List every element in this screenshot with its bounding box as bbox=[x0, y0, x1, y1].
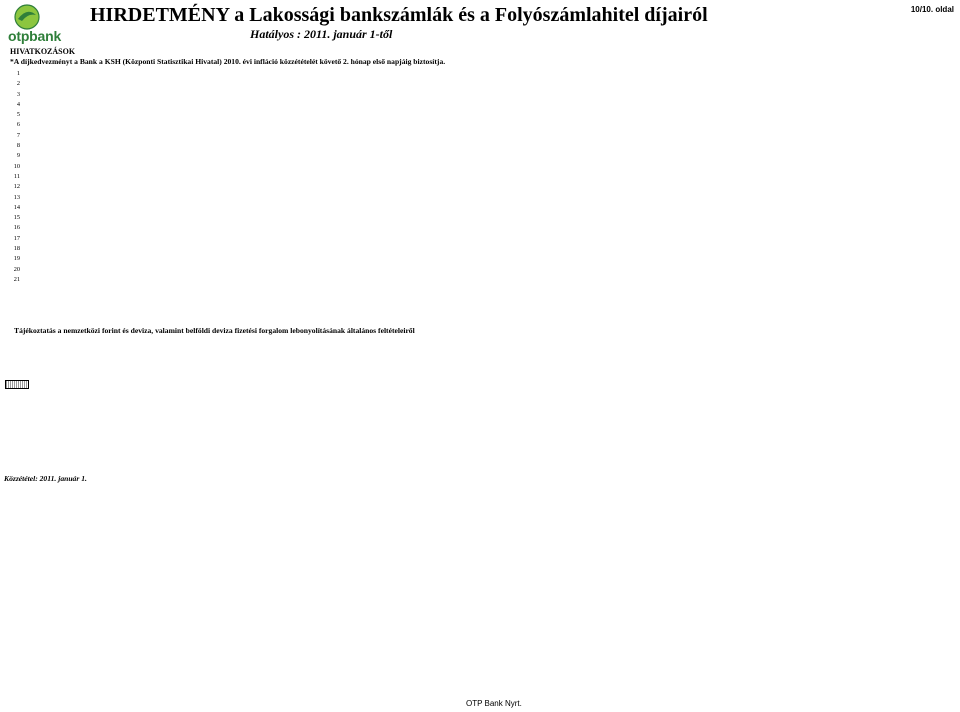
footnote-11 bbox=[6, 172, 956, 182]
footer-company-name: OTP Bank Nyrt. bbox=[466, 699, 522, 708]
footnote-6 bbox=[6, 120, 956, 130]
marker-swatch-icon bbox=[5, 380, 29, 389]
otpbank-logo-mark-icon bbox=[14, 4, 40, 30]
footnote-number: 19 bbox=[13, 255, 20, 263]
footnote-15 bbox=[6, 213, 956, 223]
footnote-number: 10 bbox=[13, 162, 20, 170]
footnote-7 bbox=[6, 131, 956, 141]
footnote-2 bbox=[6, 79, 956, 89]
footnote-18 bbox=[6, 244, 956, 254]
payment-terms-heading: Tájékoztatás a nemzetközi forint és deviza, valamint belföldi deviza fizetési forgalom lebonyolításának általános feltételeiről bbox=[14, 326, 415, 335]
footnote-number: 15 bbox=[13, 214, 20, 222]
footnote-4 bbox=[6, 100, 956, 110]
discount-notice: *A díjkedvezményt a Bank a KSH (Központi Statisztikai Hivatal) 2010. évi infláció közzétételét követő 2. hónap első napjáig biztosítja. bbox=[10, 57, 446, 66]
footnote-5 bbox=[6, 110, 956, 120]
footnote-number: 12 bbox=[13, 183, 20, 191]
footnote-number: 14 bbox=[13, 203, 20, 211]
footnote-number: 18 bbox=[13, 245, 20, 253]
footnote-number: 1 bbox=[16, 70, 20, 77]
footnote-13 bbox=[6, 193, 956, 203]
footnote-list bbox=[6, 69, 956, 285]
footnote-12 bbox=[6, 182, 956, 192]
footnote-19 bbox=[6, 254, 956, 264]
otpbank-logo bbox=[8, 4, 64, 44]
footnote-17 bbox=[6, 234, 956, 244]
footnote-1 bbox=[6, 69, 956, 79]
footnote-21 bbox=[6, 275, 956, 285]
page-title: HIRDETMÉNY a Lakossági bankszámlák és a Folyószámlahitel díjairól bbox=[90, 4, 708, 26]
footnote-number: 11 bbox=[13, 172, 20, 180]
footnote-number: 4 bbox=[16, 100, 20, 108]
references-heading: HIVATKOZÁSOK bbox=[10, 47, 76, 56]
footnote-number: 17 bbox=[13, 234, 20, 242]
footnote-10 bbox=[6, 162, 956, 172]
footnote-number: 6 bbox=[16, 121, 20, 129]
footnote-8 bbox=[6, 141, 956, 151]
footnote-number: 20 bbox=[13, 265, 20, 273]
footnote-number: 16 bbox=[13, 224, 20, 232]
footnote-number: 9 bbox=[16, 152, 20, 160]
footnote-number: 2 bbox=[16, 80, 20, 88]
effective-date-subtitle: Hatályos : 2011. január 1-től bbox=[250, 27, 393, 41]
publication-date: Közzététel: 2011. január 1. bbox=[4, 474, 87, 483]
footnote-number: 5 bbox=[16, 111, 20, 119]
footnote-number: 7 bbox=[16, 131, 20, 139]
page-number: 10/10. oldal bbox=[910, 5, 954, 14]
footnote-16 bbox=[6, 223, 956, 233]
footnote-9 bbox=[6, 151, 956, 161]
footnote-number: 3 bbox=[16, 90, 20, 98]
footnote-14 bbox=[6, 203, 956, 213]
footnote-number: 8 bbox=[16, 142, 20, 150]
footnote-number: 13 bbox=[13, 193, 20, 201]
footnote-3 bbox=[6, 90, 956, 100]
logo-text: otpbank bbox=[8, 28, 62, 44]
footnote-number: 21 bbox=[13, 275, 20, 283]
marked-services-paragraph bbox=[4, 380, 956, 390]
footnote-20 bbox=[6, 265, 956, 275]
